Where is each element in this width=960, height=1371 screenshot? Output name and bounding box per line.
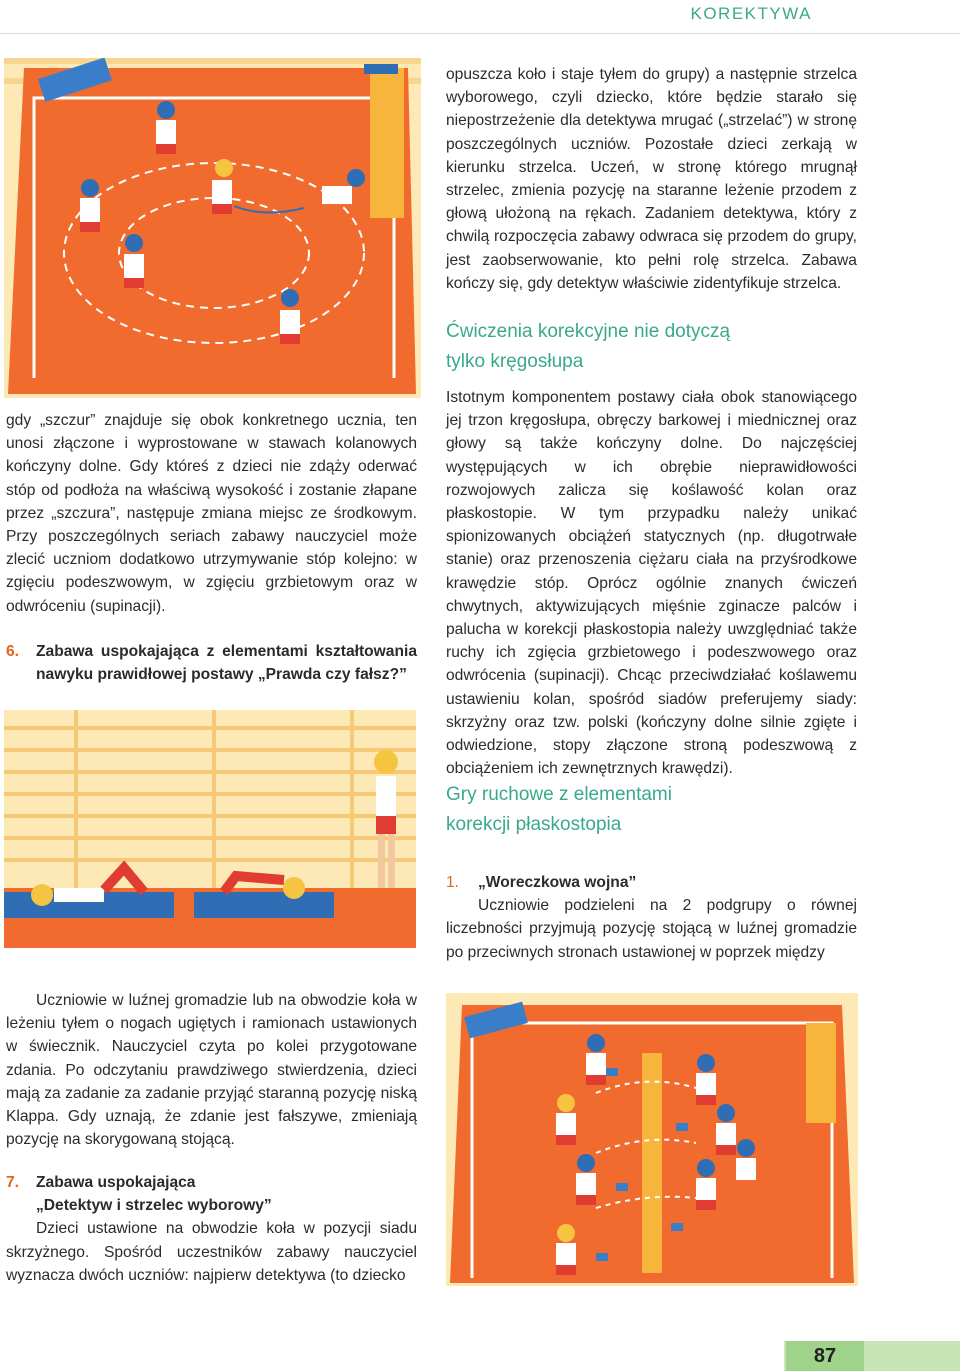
paragraph-szczur: gdy „szczur” znajduje się obok konkretnego ucznia, ten unosi złączone i wyprostowane w stawach kolanowych kończyny dolne. Gdy któreś z dzieci nie zdąży oderwać stóp od podłoża na właściwą wysokość i zostanie złapane przez „szczura”, następuje zmiana miejsc ze środkowym. Przy poszczególnych seriach zabawy nauczyciel może zlecić uczniom dodatkowo utrzymywanie stóp kolejno: w zgięciu podeszwowym, w zgięciu grzbietowym oraz w odwróceniu (supinacji). [6,412,417,615]
illustration-mats [4,710,416,948]
item-7 [6,1171,417,1287]
paragraph-prawda: Uczniowie w luźnej gromadzie lub na obwodzie koła w leżeniu tyłem o nogach ugiętych i ramionach ustawionych w świecznik. Nauczyciel czyta po kolei przygotowane zdania. Po odczytaniu prawdziwego stwierdzenia, dzieci mają za zadanie za zadanie przyjąć staranną pozycję niską Klappa. Gdy uznają, że zdanie jest fałszywe, zmieniają pozycję na skorygowaną stojącą. [6,992,417,1149]
item-6-title: Zabawa uspokajająca z elementami kształtowania nawyku prawidłowej postawy „Prawda czy fałsz?” [36,643,417,684]
intro-paragraph: opuszcza koło i staje tyłem do grupy) a następnie strzelca wyborowego, czyli dziecko, które będzie starało się niepostrzeżenie dla detektywa mrugać („strzelać”) w stronę poszczególnych uczniów. Pozostałe dzieci zerkają w kierunku strzelca. Uczeń, w stronę którego mrugnął strzelec, zmienia pozycję na staranne leżenie przodem z głową ułożoną na rękach. Zadaniem detektywa, który z chwilą rozpoczęcia zabawy odwraca się przodem do grupy, jest zaobserwowanie, kto pełni rolę strzelca. Zabawa kończy się, gdy detektyw właściwie zidentyfikuje strzelca. [446,66,857,292]
illustration-circle-game [4,58,421,398]
heading-line-2: tylko kręgosłupa [446,351,584,372]
game-1-number: 1. [446,874,460,891]
heading-line-1: Gry ruchowe z elementami [446,784,672,805]
item-7-title-line-1: Zabawa uspokajająca [36,1174,196,1191]
heading-gry [446,780,857,840]
game-1 [446,871,857,964]
item-7-title-line-2: „Detektyw i strzelec wyborowy” [36,1197,272,1215]
heading-line-1: Ćwiczenia korekcyjne nie dotyczą [446,321,731,342]
paragraph-konczyny: Istotnym komponentem postawy ciała obok stanowiącego jej trzon kręgosłupa, obręczy barkowej i miednicznej oraz głowy są także kończyny dolne. Do najczęściej występujących w ich obrębie nieprawidłowości rozwojowych zalicza się koślawość kolan oraz płaskostopie. W tym przypadku należy unikać spionizowanych obciążeń statycznych (np. długotrwałe stanie) oraz przenoszenia ciężaru ciała na przyśrodkowe krawędzie stóp. Oprócz ogólnie znanych ćwiczeń chwytnych, aktywizujących mięśnie zginacze palców i palucha w korekcji płaskostopia należy uwzględniać także ruchy ich zgięcia grzbietowego i podeszwowego oraz odwrócenia (supinacji). Chcąc przeciwdziałać koślawemu ustawieniu kolan, spośród siadów preferujemy siady: skrzyżny oraz tzw. polski (kończyny dolne silnie zgięte i odwiedzione, stopy złączone stroną podeszwową z obciążeniem ich zewnętrznych krawędzi). [446,389,857,778]
item-6-number: 6. [6,643,20,660]
game-1-title: „Woreczkowa wojna” [478,874,637,891]
illustration-sack-war [446,993,858,1286]
item-7-number: 7. [6,1174,20,1191]
section-label: KOREKTYWA [690,4,812,23]
item-7-text: Dzieci ustawione na obwodzie koła w pozycji siadu skrzyżnego. Spośród uczestników zabawy nauczyciel wyznacza dwóch uczniów: najpierw detektywa (to dziecko [6,1220,417,1284]
item-6 [6,640,417,686]
page-number: 87 [786,1341,864,1371]
header-rule [0,33,960,34]
heading-korekcyjne [446,317,857,377]
game-1-text: Uczniowie podzieleni na 2 podgrupy o równej liczebności przyjmują pozycję stojącą w luźnej gromadzie po przeciwnych stronach ustawionej w poprzek między [446,897,857,961]
heading-line-2: korekcji płaskostopia [446,814,622,835]
